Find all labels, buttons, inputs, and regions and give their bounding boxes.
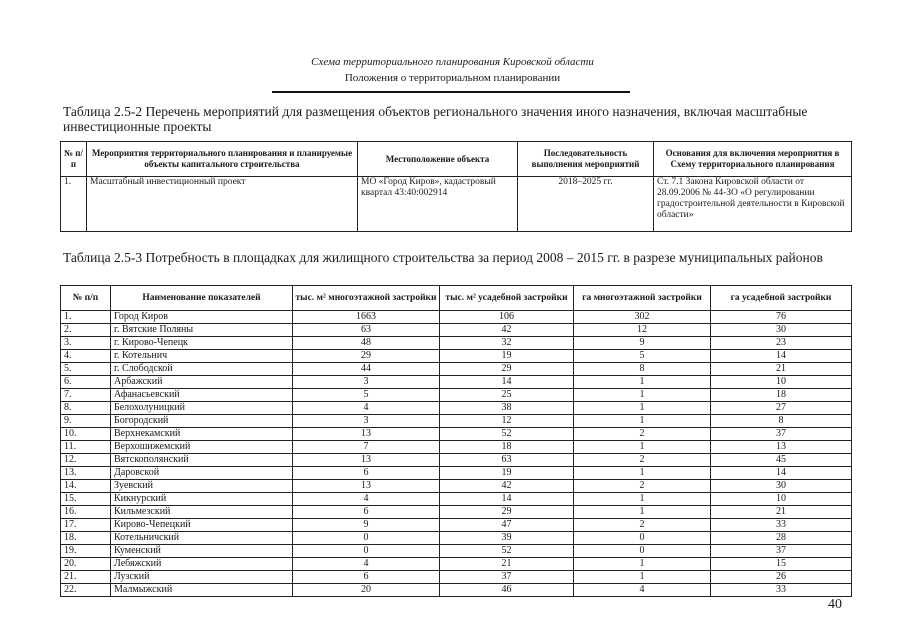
cell-num: 10. — [61, 428, 111, 441]
cell-single-ha: 30 — [711, 324, 852, 337]
table-row — [61, 311, 852, 324]
cell-single-ha: 30 — [711, 480, 852, 493]
cell-multi-k: 63 — [293, 324, 440, 337]
cell-name: Кирово-Чепецкий — [111, 519, 293, 532]
table-row — [61, 545, 852, 558]
cell-num: 14. — [61, 480, 111, 493]
cell-single-ha: 26 — [711, 571, 852, 584]
cell-num: 17. — [61, 519, 111, 532]
cell-multi-k: 4 — [293, 558, 440, 571]
cell-name: Кильмезский — [111, 506, 293, 519]
cell-single-k: 29 — [440, 506, 574, 519]
cell-multi-k: 7 — [293, 441, 440, 454]
cell-num: 6. — [61, 376, 111, 389]
cell-multi-ha: 2 — [574, 480, 711, 493]
header-rule — [272, 91, 630, 93]
header-name: Наименование показателей — [111, 286, 293, 311]
cell-single-k: 37 — [440, 571, 574, 584]
cell-multi-ha: 1 — [574, 402, 711, 415]
cell-location: МО «Город Киров», кадастровый квартал 43:40:002914 — [358, 177, 518, 232]
cell-single-k: 42 — [440, 324, 574, 337]
cell-multi-k: 1663 — [293, 311, 440, 324]
cell-single-ha: 37 — [711, 545, 852, 558]
cell-multi-ha: 2 — [574, 519, 711, 532]
cell-multi-k: 13 — [293, 480, 440, 493]
cell-num: 1. — [61, 177, 87, 232]
cell-num: 1. — [61, 311, 111, 324]
cell-single-ha: 27 — [711, 402, 852, 415]
cell-multi-ha: 1 — [574, 376, 711, 389]
cell-multi-ha: 1 — [574, 558, 711, 571]
cell-activity: Масштабный инвестиционный проект — [87, 177, 358, 232]
cell-num: 11. — [61, 441, 111, 454]
cell-multi-k: 3 — [293, 376, 440, 389]
cell-single-ha: 45 — [711, 454, 852, 467]
document-title: Схема территориального планирования Кировской области — [311, 56, 594, 68]
table-row — [61, 467, 852, 480]
cell-name: г. Кирово-Чепецк — [111, 337, 293, 350]
cell-name: Малмыжский — [111, 584, 293, 597]
cell-multi-ha: 1 — [574, 415, 711, 428]
cell-num: 5. — [61, 363, 111, 376]
cell-single-ha: 18 — [711, 389, 852, 402]
cell-single-ha: 14 — [711, 467, 852, 480]
cell-single-k: 52 — [440, 545, 574, 558]
table-row — [61, 350, 852, 363]
cell-num: 15. — [61, 493, 111, 506]
header-single-k: тыс. м² усадебной застройки — [440, 286, 574, 311]
header-multi-k: тыс. м² многоэтажной застройки — [293, 286, 440, 311]
cell-num: 18. — [61, 532, 111, 545]
cell-name: Кикнурский — [111, 493, 293, 506]
table-row — [61, 454, 852, 467]
cell-multi-ha: 4 — [574, 584, 711, 597]
cell-multi-k: 6 — [293, 571, 440, 584]
cell-name: Лузский — [111, 571, 293, 584]
cell-num: 8. — [61, 402, 111, 415]
cell-multi-ha: 0 — [574, 545, 711, 558]
cell-num: 21. — [61, 571, 111, 584]
cell-multi-ha: 0 — [574, 532, 711, 545]
table1-header-row — [61, 142, 852, 177]
cell-num: 2. — [61, 324, 111, 337]
cell-single-ha: 21 — [711, 363, 852, 376]
cell-multi-ha: 9 — [574, 337, 711, 350]
table2-header-row — [61, 286, 852, 311]
table-row — [61, 558, 852, 571]
cell-multi-ha: 1 — [574, 506, 711, 519]
cell-name: Верхошижемский — [111, 441, 293, 454]
header-multi-ha: га многоэтажной застройки — [574, 286, 711, 311]
cell-multi-k: 48 — [293, 337, 440, 350]
cell-num: 4. — [61, 350, 111, 363]
cell-num: 12. — [61, 454, 111, 467]
table-housing-demand — [60, 285, 852, 597]
cell-num: 19. — [61, 545, 111, 558]
cell-name: Зуевский — [111, 480, 293, 493]
table-row — [61, 532, 852, 545]
cell-single-k: 47 — [440, 519, 574, 532]
cell-multi-ha: 302 — [574, 311, 711, 324]
table-row — [61, 428, 852, 441]
cell-multi-ha: 1 — [574, 389, 711, 402]
table-row — [61, 441, 852, 454]
table-row — [61, 324, 852, 337]
table-activities — [60, 141, 852, 232]
table-row — [61, 376, 852, 389]
cell-single-k: 63 — [440, 454, 574, 467]
table-row — [61, 363, 852, 376]
cell-name: Вятскополянский — [111, 454, 293, 467]
cell-single-k: 18 — [440, 441, 574, 454]
cell-multi-ha: 2 — [574, 454, 711, 467]
cell-num: 7. — [61, 389, 111, 402]
cell-single-k: 12 — [440, 415, 574, 428]
cell-single-k: 52 — [440, 428, 574, 441]
cell-single-ha: 10 — [711, 376, 852, 389]
page-number: 40 — [828, 597, 842, 612]
cell-single-ha: 15 — [711, 558, 852, 571]
cell-single-k: 14 — [440, 376, 574, 389]
cell-num: 3. — [61, 337, 111, 350]
cell-basis: Ст. 7.1 Закона Кировской области от 28.09.2006 № 44-ЗО «О регулировании градостроительной деятельности в Кировской области» — [654, 177, 852, 232]
cell-multi-k: 13 — [293, 428, 440, 441]
table-row — [61, 493, 852, 506]
cell-single-k: 39 — [440, 532, 574, 545]
cell-multi-ha: 2 — [574, 428, 711, 441]
cell-multi-ha: 12 — [574, 324, 711, 337]
cell-single-ha: 28 — [711, 532, 852, 545]
cell-single-ha: 76 — [711, 311, 852, 324]
cell-num: 16. — [61, 506, 111, 519]
cell-multi-k: 29 — [293, 350, 440, 363]
cell-multi-k: 20 — [293, 584, 440, 597]
table-row — [61, 402, 852, 415]
cell-num: 13. — [61, 467, 111, 480]
cell-name: Куменский — [111, 545, 293, 558]
table-row — [61, 506, 852, 519]
header-num: № п/п — [61, 286, 111, 311]
table1-caption: Таблица 2.5-2 Перечень мероприятий для размещения объектов регионального значения иного назначения, включая масштабные инвестиционные проекты — [63, 104, 808, 134]
cell-multi-k: 9 — [293, 519, 440, 532]
cell-num: 22. — [61, 584, 111, 597]
cell-name: Богородский — [111, 415, 293, 428]
cell-num: 20. — [61, 558, 111, 571]
cell-single-k: 14 — [440, 493, 574, 506]
cell-single-k: 25 — [440, 389, 574, 402]
cell-name: Котельничский — [111, 532, 293, 545]
cell-multi-ha: 1 — [574, 467, 711, 480]
table-row — [61, 571, 852, 584]
table-row — [61, 337, 852, 350]
cell-single-k: 19 — [440, 467, 574, 480]
header-sequence: Последовательность выполнения мероприятий — [518, 142, 654, 177]
cell-name: Белохолуницкий — [111, 402, 293, 415]
cell-name: Афанасьевский — [111, 389, 293, 402]
header-num: № п/п — [61, 142, 87, 177]
cell-single-k: 42 — [440, 480, 574, 493]
cell-multi-k: 6 — [293, 467, 440, 480]
cell-single-ha: 33 — [711, 584, 852, 597]
cell-multi-k: 5 — [293, 389, 440, 402]
table-row — [61, 177, 852, 232]
header-basis: Основания для включения мероприятия в Схему территориального планирования — [654, 142, 852, 177]
table-row — [61, 415, 852, 428]
cell-single-ha: 13 — [711, 441, 852, 454]
cell-single-ha: 14 — [711, 350, 852, 363]
cell-multi-k: 4 — [293, 493, 440, 506]
cell-multi-k: 0 — [293, 532, 440, 545]
cell-name: г. Котельнич — [111, 350, 293, 363]
cell-multi-ha: 5 — [574, 350, 711, 363]
table-row — [61, 389, 852, 402]
section-title: Положения о территориальном планировании — [344, 72, 561, 84]
cell-name: г. Вятские Поляны — [111, 324, 293, 337]
cell-single-ha: 21 — [711, 506, 852, 519]
cell-single-k: 29 — [440, 363, 574, 376]
cell-name: Даровской — [111, 467, 293, 480]
header-location: Местоположение объекта — [358, 142, 518, 177]
cell-single-ha: 37 — [711, 428, 852, 441]
cell-multi-ha: 8 — [574, 363, 711, 376]
cell-multi-k: 3 — [293, 415, 440, 428]
table-row — [61, 480, 852, 493]
cell-multi-k: 4 — [293, 402, 440, 415]
cell-single-k: 32 — [440, 337, 574, 350]
cell-multi-k: 0 — [293, 545, 440, 558]
cell-name: г. Слободской — [111, 363, 293, 376]
cell-multi-ha: 1 — [574, 493, 711, 506]
cell-single-ha: 8 — [711, 415, 852, 428]
cell-single-k: 46 — [440, 584, 574, 597]
cell-single-ha: 23 — [711, 337, 852, 350]
cell-single-k: 38 — [440, 402, 574, 415]
header-activity: Мероприятия территориального планирования и планируемые объекты капитального строительства — [87, 142, 358, 177]
cell-single-ha: 10 — [711, 493, 852, 506]
cell-single-k: 21 — [440, 558, 574, 571]
cell-sequence: 2018–2025 гг. — [518, 177, 654, 232]
cell-multi-k: 6 — [293, 506, 440, 519]
table2-caption: Таблица 2.5-3 Потребность в площадках для жилищного строительства за период 2008 – 2015 гг. в разрезе муниципальных районов — [63, 250, 823, 265]
cell-name: Город Киров — [111, 311, 293, 324]
cell-single-k: 19 — [440, 350, 574, 363]
header-single-ha: га усадебной застройки — [711, 286, 852, 311]
table-row — [61, 584, 852, 597]
cell-name: Лебяжский — [111, 558, 293, 571]
cell-single-k: 106 — [440, 311, 574, 324]
cell-name: Арбажский — [111, 376, 293, 389]
cell-name: Верхнекамский — [111, 428, 293, 441]
table-row — [61, 519, 852, 532]
cell-multi-k: 13 — [293, 454, 440, 467]
cell-num: 9. — [61, 415, 111, 428]
cell-multi-ha: 1 — [574, 571, 711, 584]
cell-multi-ha: 1 — [574, 441, 711, 454]
cell-single-ha: 33 — [711, 519, 852, 532]
cell-multi-k: 44 — [293, 363, 440, 376]
